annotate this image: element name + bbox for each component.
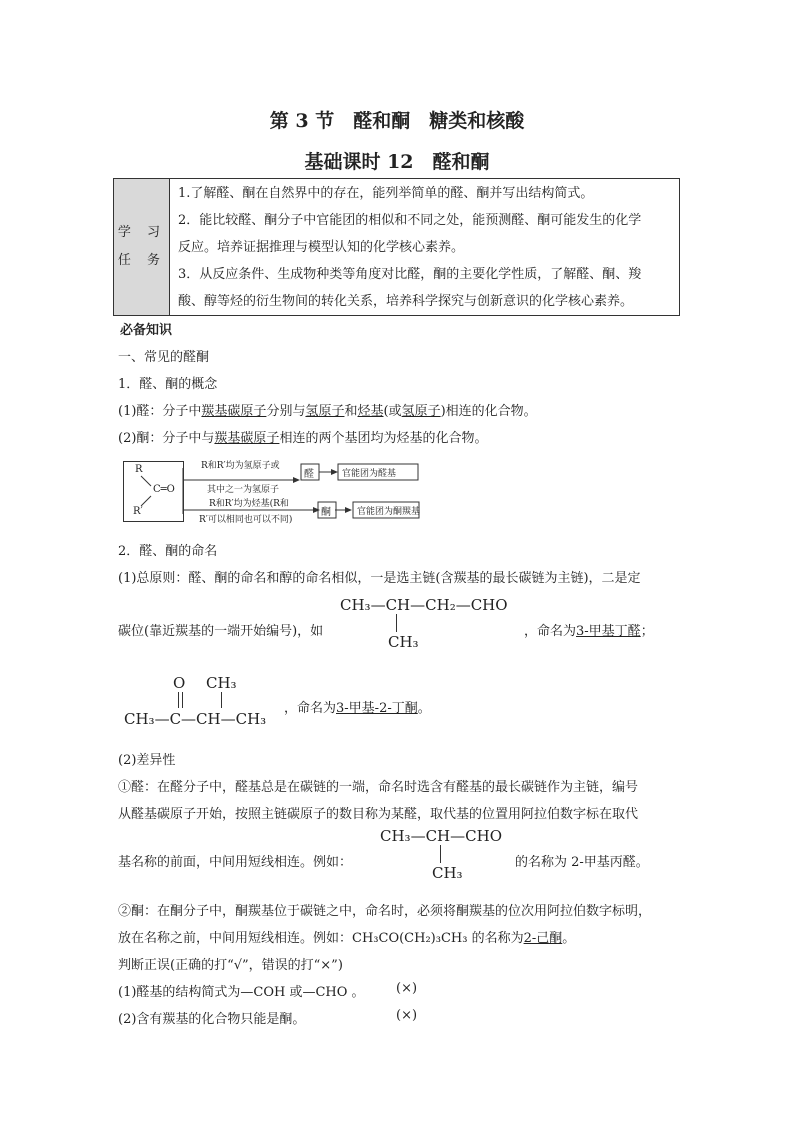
diagram-result-aldehyde: 醛: [304, 469, 314, 480]
task-item-1: 1.了解醛、酮在自然界中的存在，能列举简单的醛、酮并写出结构简式。: [178, 186, 594, 201]
classification-diagram: [123, 458, 423, 524]
lesson-title: 基础课时 12 醛和酮: [304, 151, 490, 173]
ketone-naming-line2: 放在名称之前，中间用短线相连。例如：CH₃CO(CH₂)₃CH₃ 的名称为2-己酮。: [118, 931, 576, 946]
naming-rule-line1: (1)总原则：醛、酮的命名和醇的命名相似，一是选主链(含羰基的最长碳链为主链)，二是定: [118, 571, 641, 586]
structure-3-methylbutanal-main: CH₃—CH—CH₂—CHO: [340, 596, 508, 614]
question-1: (1)醛基的结构简式为—COH 或—CHO 。: [118, 985, 365, 1000]
heading-concepts: 1．醛、酮的概念: [118, 377, 218, 392]
diagram-result-ketone: 酮: [321, 507, 331, 518]
question-2: (2)含有羰基的化合物只能是酮。: [118, 1012, 306, 1027]
aldehyde-naming-line2: 从醛基碳原子开始，按照主链碳原子的数目称为某醛，取代基的位置用阿拉伯数字标在取代: [118, 807, 639, 822]
task-item-2: 2．能比较醛、酮分子中官能团的相似和不同之处，能预测醛、酮可能发生的化学: [178, 213, 642, 228]
diagram-func-aldehyde: 官能团为醛基: [342, 469, 397, 479]
question-1-answer: (×): [396, 981, 418, 996]
structure-2-methyl-top: CH₃: [206, 674, 237, 692]
structure-3-methyl-2-butanone-main: CH₃—C—CH—CH₃: [124, 710, 267, 728]
task-item-3: 3．从反应条件、生成物种类等角度对比醛，酮的主要化学性质，了解醛、酮、羧: [178, 267, 642, 282]
structure-2-oxygen: O: [173, 674, 186, 692]
aldehyde-definition: (1)醛：分子中羰基碳原子分别与氢原子和烃基(或氢原子)相连的化合物。: [118, 404, 537, 419]
section-title: 第 3 节 醛和酮 糖类和核酸: [269, 110, 525, 132]
diagram-cond2-line1: R和R′均为烃基(R和: [209, 499, 289, 509]
structure-3-bond: [440, 845, 441, 863]
task-item-2-cont: 反应。培养证据推理与模型认知的化学核心素养。: [178, 240, 465, 255]
structure-2-double-bond-a: [178, 692, 179, 708]
structure-3-methylbutanal-branch: CH₃: [388, 633, 419, 651]
aldehyde-naming-line1: ①醛：在醛分子中，醛基总是在碳链的一端，命名时选含有醛基的最长碳链作为主链，编号: [118, 780, 639, 795]
aldehyde-example-name: 的名称为 2-甲基丙醛。: [515, 855, 649, 870]
naming-rule-name2: ，命名为3-甲基-2-丁酮。: [284, 701, 431, 716]
structure-2-bond: [221, 692, 222, 708]
judge-instructions: 判断正误(正确的打“√”，错误的打“×”): [118, 958, 343, 973]
diagram-carbonyl: C═O: [153, 484, 175, 495]
heading-common-aldehydes-ketones: 一、常见的醛酮: [118, 350, 210, 365]
aldehyde-naming-line3: 基名称的前面，中间用短线相连。例如：: [118, 855, 353, 870]
learning-tasks-box: [113, 178, 680, 316]
tasks-label-bottom: 任 务: [117, 253, 167, 268]
naming-rule-line2: 碳位(靠近羰基的一端开始编号)，如: [118, 624, 324, 639]
structure-2-methylpropanal-main: CH₃—CH—CHO: [380, 827, 502, 845]
naming-rule-name1: ，命名为3-甲基丁醛；: [524, 624, 654, 639]
question-2-answer: (×): [396, 1008, 418, 1023]
structure-1-bond: [396, 614, 397, 632]
structure-2-double-bond-b: [182, 692, 183, 708]
diagram-cond1-line2: 其中之一为氢原子: [207, 485, 280, 495]
task-item-3-cont: 酸、醇等烃的衍生物间的转化关系，培养科学探究与创新意识的化学核心素养。: [178, 294, 634, 309]
diagram-cond2-line2: R′可以相同也可以不同): [199, 515, 293, 525]
diagram-func-ketone: 官能团为酮羰基: [357, 507, 421, 517]
ketone-naming-line1: ②酮：在酮分子中，酮羰基位于碳链之中，命名时，必须将酮羰基的位次用阿拉伯数字标明，: [118, 904, 652, 919]
tasks-label-cell: [114, 179, 170, 315]
essential-knowledge-heading: 必备知识: [120, 323, 173, 338]
diagram-r-bottom: R′: [133, 506, 143, 517]
diagram-r-top: R: [135, 464, 143, 475]
heading-differences: (2)差异性: [118, 753, 176, 768]
tasks-label-top: 学 习: [117, 225, 167, 240]
ketone-definition: (2)酮：分子中与羰基碳原子相连的两个基团均为烃基的化合物。: [118, 431, 488, 446]
diagram-cond1-line1: R和R′均为氢原子或: [201, 461, 280, 471]
structure-2-methylpropanal-branch: CH₃: [432, 864, 463, 882]
heading-naming: 2．醛、酮的命名: [118, 544, 218, 559]
